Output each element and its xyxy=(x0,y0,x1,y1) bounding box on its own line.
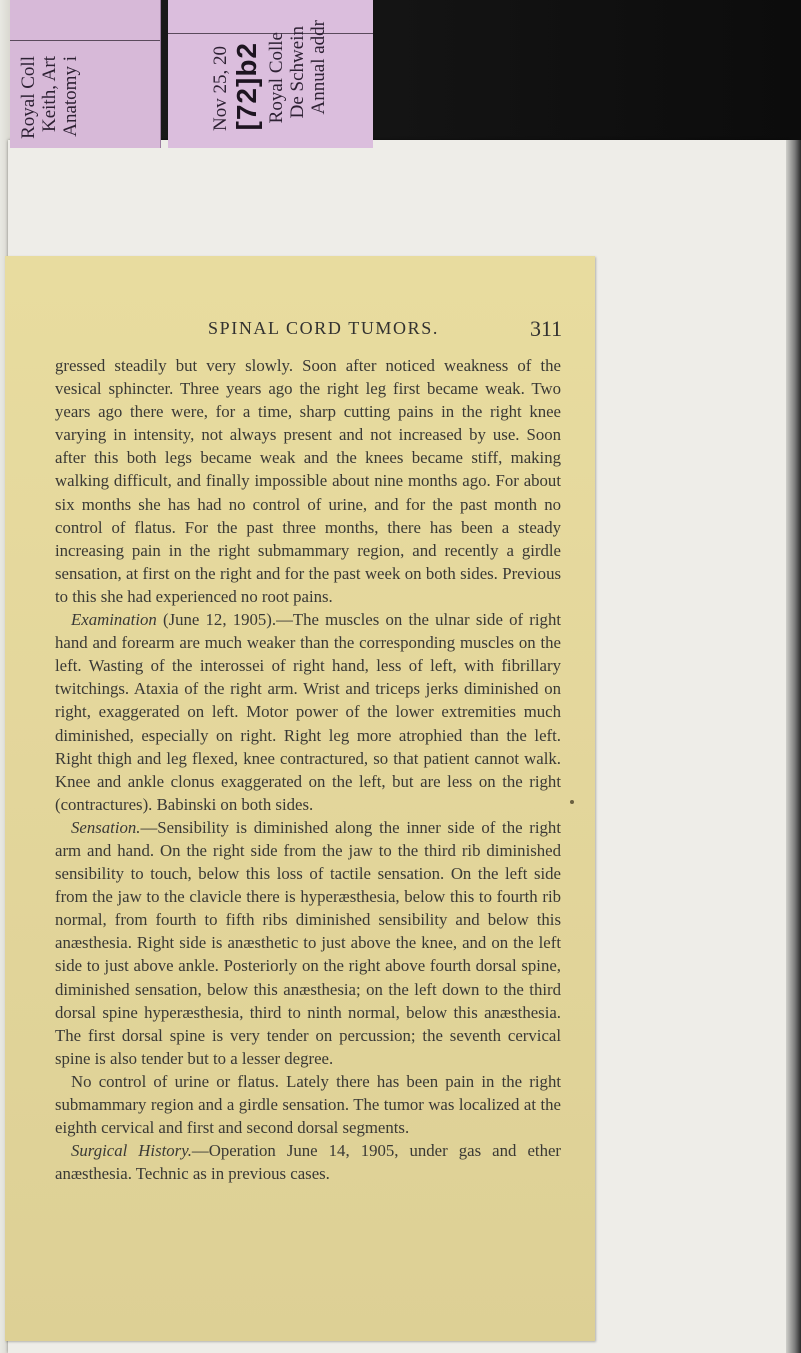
slip-right-line-3: Royal Colle xyxy=(266,32,287,124)
slip-left-line-2: Keith, Art xyxy=(39,56,60,132)
slip-right-line-1: Annual addr xyxy=(308,20,329,115)
catalog-slip-left xyxy=(10,0,161,148)
backing-sheet-edge xyxy=(786,140,801,1353)
slip-left-line-3: Royal Coll xyxy=(18,56,39,139)
paragraph-text: gressed steadily but very slowly. Soon after noticed weakness of the vesical sphincter. Three years ago the right leg first became weak. Two years ago there were, for a time, sharp cutting pains in the right knee varying in intensity, not always present and not increased by use. Soon after this both legs became weak and the knees became stiff, making walking difficult, and finally impossible about nine months ago. For about six months she has had no control of urine, and for the past month no control of flatus. For the past three months, there has been a steady increasing pain in the right submammary region, and recently a girdle sensation, at first on the right and for the past week on both sides. Previous to this she had experienced no root pains. xyxy=(55,356,561,606)
paragraph-lead: Sensation. xyxy=(71,817,141,837)
book-page xyxy=(5,256,595,1341)
paragraph xyxy=(55,354,561,608)
paragraph-lead: Examination xyxy=(71,610,157,630)
paragraph-text: —Operation June 14, 1905, under gas and ether anæsthesia. Technic as in previous cases. xyxy=(55,1141,561,1184)
catalog-slip-right xyxy=(168,0,373,148)
paragraph xyxy=(55,1070,561,1139)
paragraph-text: No control of urine or flatus. Lately there has been pain in the right submammary region and a girdle sensation. The tumor was localized at the eighth cervical and first and second dorsal segments. xyxy=(55,1071,561,1138)
slip-left-line-1: Anatomy i xyxy=(60,56,81,137)
paragraph xyxy=(55,1139,561,1185)
page-header xyxy=(5,310,595,340)
body-text xyxy=(55,354,561,1185)
paper-speck xyxy=(570,800,574,804)
paragraph xyxy=(55,608,561,816)
slip-rule xyxy=(10,40,160,41)
paragraph-lead: Surgical History. xyxy=(71,1141,192,1161)
paragraph-text: —Sensibility is diminished along the inner side of the right arm and hand. On the right side from the jaw to the third rib diminished sensibility to touch, below this loss of tactile sensation. On the left side from the jaw to the clavicle there is hyperæsthesia, below this to fourth rib normal, from fourth to fifth ribs diminished sensibility and below this anæsthesia. Right side is anæsthetic to just above the knee, and on the left side to just above ankle. Posteriorly on the right above fourth dorsal spine, diminished sensation, below this anæsthesia; on the left down to the third dorsal spine hyperæsthesia, third to ninth normal, below this anæsthesia. The first dorsal spine is very tender on percussion; the seventh cervical spine is also tender but to a lesser degree. xyxy=(55,817,561,1068)
call-number: [72]b2 xyxy=(231,42,262,131)
date-stamp: Nov 25, 20 xyxy=(210,46,231,131)
paragraph xyxy=(55,816,561,1070)
page-number: 311 xyxy=(530,316,563,341)
slip-right-line-2: De Schwein xyxy=(287,26,308,119)
paragraph-text: (June 12, 1905).—The muscles on the ulnar side of right hand and forearm are much weaker than the corresponding muscles on the left. Wasting of the interossei of right hand, less of left, with fibrillary twitchings. Ataxia of the right arm. Wrist and triceps jerks diminished on right, exaggerated on left. Motor power of the lower extremities much diminished, especially on right. Right leg more atrophied than the left. Right thigh and leg flexed, knee contractured, so that patient cannot walk. Knee and ankle clonus exaggerated on the left, but are less on the right (contractures). Babinski on both sides. xyxy=(55,610,561,814)
running-head: SPINAL CORD TUMORS. xyxy=(208,318,439,338)
